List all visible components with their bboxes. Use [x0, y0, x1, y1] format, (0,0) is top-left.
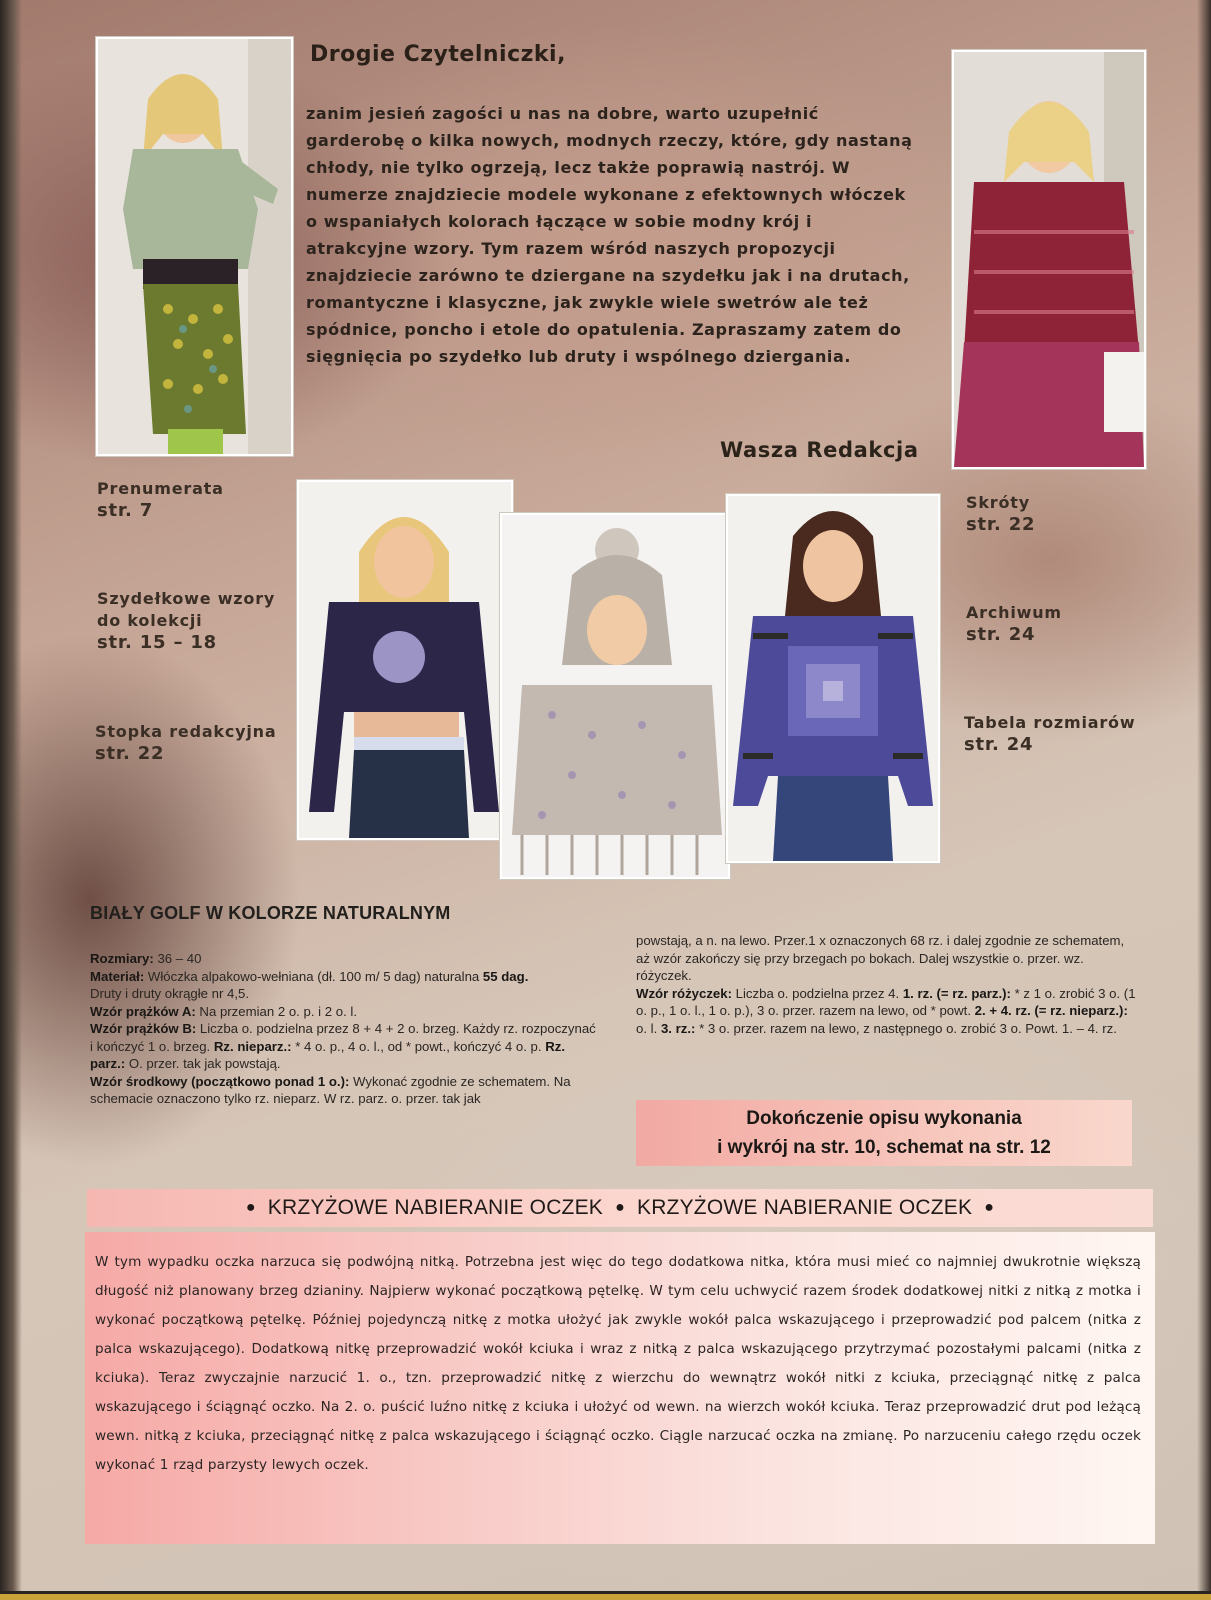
toc-item-prenumerata — [97, 478, 287, 522]
toc-item-szydelkowe-wzory — [97, 588, 287, 654]
toc-label: Skróty — [966, 493, 1030, 512]
toc-label: Szydełkowe wzory do kolekcji — [97, 589, 276, 630]
golf-druty: Druty i druty okrągłe nr 4,5. — [90, 986, 250, 1001]
photo-model-poncho-hood — [500, 513, 730, 879]
page-bottom-edge — [0, 1570, 1211, 1600]
toc-label: Prenumerata — [97, 479, 224, 498]
bullet-icon: ● — [615, 1199, 625, 1217]
toc-label: Stopka redakcyjna — [95, 722, 277, 741]
golf-wzor-a: Wzór prążków A: Na przemian 2 o. p. i 2 o. l. — [90, 1003, 358, 1019]
intro-paragraph: zanim jesień zagości u nas na dobre, warto uzupełnić garderobę o kilka nowych, modnych rzeczy, które, gdy nastaną chłody, nie tylko ogrzeją, lecz także poprawią nastrój. W numerze znajdziecie modele wykonane z efektownych włóczek o wspaniałych kolorach łączące w sobie modny krój i atrakcyjne wzory. Tym razem wśród naszych propozycji znajdziecie zarówno te dziergane na szydełku jak i na drutach, romantyczne i klasyczne, jak zwykle wiele swetrów ale też spódnice, poncho i etole do opatulenia. Zapraszamy zatem do sięgnięcia po szydełko lub druty i wspólnego dziergania. — [306, 104, 913, 366]
toc-page: str. 22 — [95, 743, 165, 764]
instruction-box — [85, 1232, 1155, 1544]
toc-page: str. 24 — [966, 624, 1036, 645]
golf-column-right — [636, 932, 1136, 1037]
photo-model-burgundy-sweater — [952, 50, 1146, 469]
editorial-signature: Wasza Redakcja — [720, 438, 919, 462]
golf-srodkowy: Wzór środkowy (początkowo ponad 1 o.): Wykonać zgodnie ze schematem. Na schemacie oznaczono tylko rz. nieparz. W rz. parz. o. przer. tak jak — [90, 1073, 571, 1106]
toc-page: str. 15 – 18 — [97, 632, 217, 653]
band-title-1: KRZYŻOWE NABIERANIE OCZEK — [267, 1196, 604, 1219]
continuation-callout — [636, 1100, 1132, 1166]
band-title-2: KRZYŻOWE NABIERANIE OCZEK — [636, 1196, 973, 1219]
callout-line-1: Dokończenie opisu wykonania — [746, 1108, 1022, 1129]
toc-page: str. 22 — [966, 514, 1036, 535]
photo-model-green-cardigan — [96, 37, 293, 456]
photo-model-granny-sweater — [726, 494, 940, 863]
page-binding-edge — [0, 0, 22, 1600]
toc-item-stopka — [95, 721, 295, 765]
golf-title: BIAŁY GOLF W KOLORZE NATURALNYM — [90, 903, 451, 923]
toc-item-archiwum — [966, 602, 1166, 646]
intro-heading: Drogie Czytelniczki, — [310, 42, 566, 67]
toc-page: str. 7 — [97, 500, 154, 521]
golf-rozyczek: Wzór różyczek: Liczba o. podzielna przez 4. 1. rz. (= rz. parz.): * z 1 o. zrobić 3 o. (1 o. p., 1 o. l., 1 o. p.), 3 o. przer. razem na lewo, od * powt. 2. + 4. rz. (= rz. nieparz.): o. l. 3. rz.: * 3 o. przer. razem na lewo, z następnego o. zrobić 3 o. Powt. 1. – 4. rz. — [636, 985, 1136, 1036]
bullet-icon: ● — [984, 1199, 995, 1217]
callout-line-2: i wykrój na str. 10, schemat na str. 12 — [717, 1137, 1051, 1158]
section-band-krzyzowe — [87, 1189, 1153, 1227]
toc-item-skroty — [966, 492, 1166, 536]
golf-col2-text: powstają, a n. na lewo. Przer.1 x oznaczonych 68 rz. i dalej zgodnie ze schematem, aż wzór zakończy się przy brzegach po bokach. Dalej wszystkie o. przer. wz. różyczek. — [636, 933, 1125, 983]
golf-wzor-b: Wzór prążków B: Liczba o. podzielna przez 8 + 4 + 2 o. brzeg. Każdy rz. rozpoczynać i kończyć 1 o. brzeg. Rz. nieparz.: * 4 o. p., 4 o. l., od * powt., kończyć 4 o. p. Rz. parz.: O. przer. tak jak powstają. — [90, 1021, 596, 1071]
bullet-icon: ● — [245, 1199, 256, 1217]
toc-item-tabela — [964, 712, 1174, 756]
golf-rozmiary: Rozmiary: 36 – 40 — [90, 951, 202, 966]
page-right-edge — [1197, 0, 1211, 1600]
photo-model-navy-cardigan — [297, 480, 513, 840]
toc-label: Archiwum — [966, 603, 1062, 622]
golf-column-left — [90, 950, 600, 1108]
golf-material: Materiał: Włóczka alpakowo-wełniana (dł. 100 m/ 5 dag) naturalna 55 dag. — [90, 968, 529, 984]
instruction-text: W tym wypadku oczka narzuca się podwójną nitką. Potrzebna jest więc do tego dodatkowa nitka, która musi mieć co najmniej dwukrotnie większą długość niż planowany brzeg dzianiny. Najpierw wykonać początkową pętelkę. W tym celu uchwycić razem środek dodatkowej nitki z nitką z motka i wykonać początkową pętelkę. Później pojedynczą nitkę z motka ułożyć jak zwykle wokół palca wskazującego i przeprowadzić pod palcem (nitka z palca wskazującego). Dodatkową nitkę przeprowadzić wokół kciuka i wraz z nitką z palca wskazującego przytrzymać pozostałymi palcami (nitka z kciuka). Teraz zwyczajnie narzucić 1. o., tzn. przeprowadzić nitkę z wierzchu do wewnątrz wokół nitki z kciuka, przeciągnąć nitkę z palca wskazującego i ściągnąć oczko. Na 2. o. puścić luźno nitkę z kciuka i ułożyć od wewn. na wierzch wokół kciuka. Teraz przeprowadzić drut pod leżącą wewn. nitką z kciuka, przeciągnąć nitkę z palca wskazującego i ściągnąć oczko. Ciągle narzucać oczka na zmianę. Po narzuceniu całego rzędu oczek wykonać 1 rząd parzysty lewych oczek. — [95, 1254, 1141, 1473]
toc-page: str. 24 — [964, 734, 1034, 755]
toc-label: Tabela rozmiarów — [964, 713, 1136, 732]
